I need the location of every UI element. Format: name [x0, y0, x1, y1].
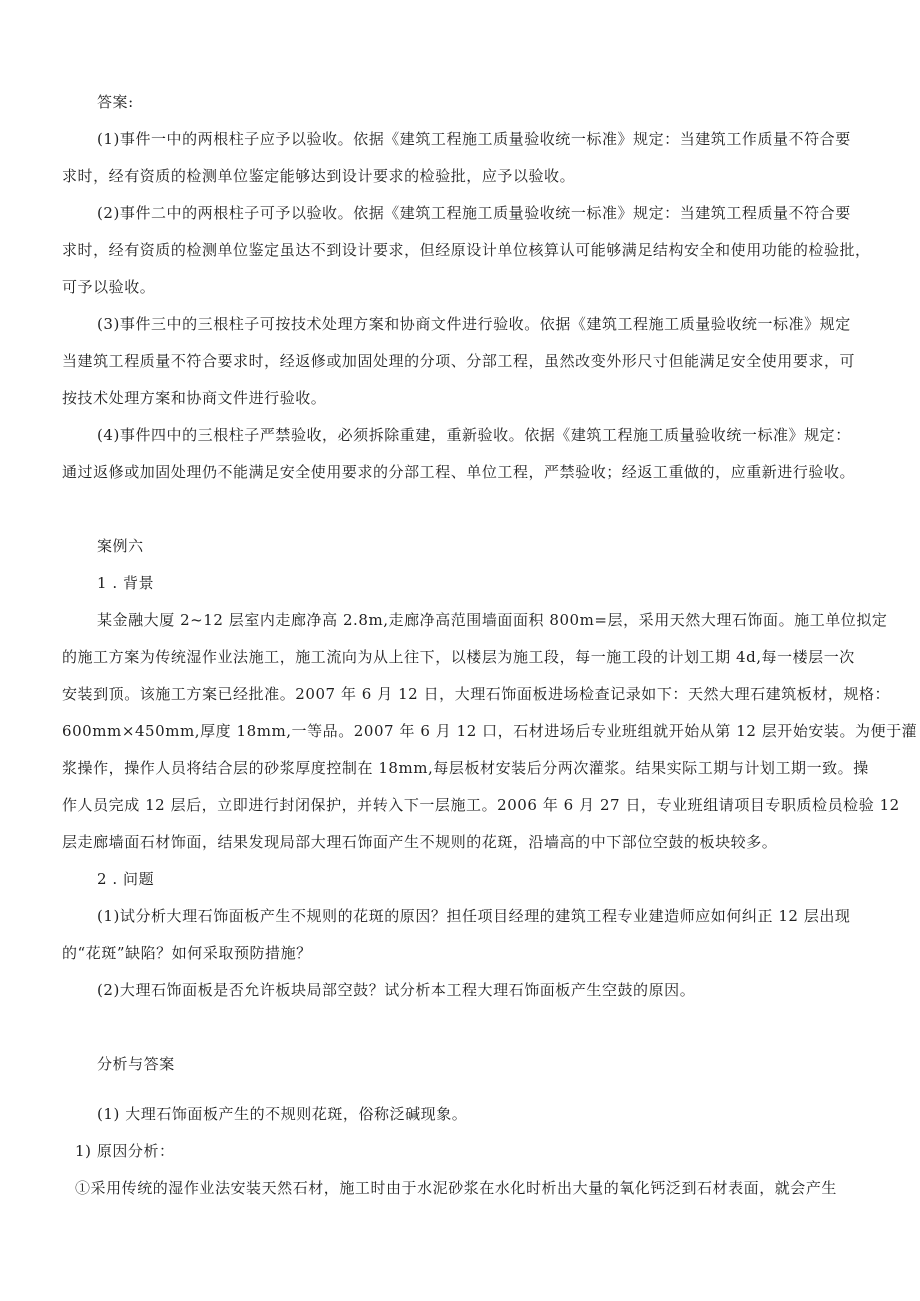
text-line: (1)试分析大理石饰面板产生不规则的花斑的原因？担任项目经理的建筑工程专业建造师应如何纠正 12 层出现: [97, 907, 851, 925]
analysis-cause-item-1: [62, 1170, 858, 1207]
text-line: 2 . 问题: [97, 870, 155, 888]
text-line: (2)大理石饰面板是否允许板块局部空鼓？试分析本工程大理石饰面板产生空鼓的原因。: [97, 981, 696, 999]
text-line: 某金融大厦 2~12 层室内走廊净高 2.8m,走廊净高范围墙面面积 800m=层，采用天然大理石饰面。施工单位拟定: [97, 611, 888, 629]
text-line: 求时，经有资质的检测单位鉴定虽达不到设计要求，但经原设计单位核算认可能够满足结构安全和使用功能的检验批，: [62, 241, 871, 259]
text-line: 按技术处理方案和协商文件进行验收。: [62, 389, 327, 407]
background-body: [62, 602, 918, 861]
text-line: 案例六: [97, 537, 144, 555]
answer-label: [62, 84, 858, 121]
text-line: 的“花斑”缺陷？如何采取预防措施？: [62, 944, 312, 962]
text-line: (1)事件一中的两根柱子应予以验收。依据《建筑工程施工质量验收统一标准》规定：当建筑工作质量不符合要: [97, 130, 851, 148]
heading-analysis-answers: [62, 1046, 858, 1083]
text-line: 600mm×450mm,厚度 18mm,一等品。2007 年 6 月 12 口，石材进场后专业班组就开始从第 12 层开始安装。为便于灌: [62, 722, 918, 740]
case-title: [62, 528, 858, 565]
analysis-cause-heading: [62, 1133, 858, 1170]
text-line: 1 . 背景: [97, 574, 155, 592]
text-line: 层走廊墙面石材饰面，结果发现局部大理石饰面产生不规则的花斑，沿墙高的中下部位空鼓的板块较多。: [62, 833, 778, 851]
answer-item-1: [62, 121, 858, 195]
heading-background: [62, 565, 858, 602]
text-line: (4)事件四中的三根柱子严禁验收，必须拆除重建，重新验收。依据《建筑工程施工质量验收统一标准》规定：: [97, 426, 851, 444]
text-line: 当建筑工程质量不符合要求时，经返修或加固处理的分项、分部工程，虽然改变外形尺寸但能满足安全使用要求，可: [62, 352, 856, 370]
text-line: 答案:: [97, 93, 134, 111]
text-line: 求时，经有资质的检测单位鉴定能够达到设计要求的检验批，应予以验收。: [62, 167, 576, 185]
text-line: 浆操作，操作人员将结合层的砂浆厚度控制在 18mm,每层板材安装后分两次灌浆。结果实际工期与计划工期一致。操: [62, 759, 869, 777]
text-line: 安装到顶。该施工方案已经批准。2007 年 6 月 12 日，大理石饰面板进场检查记录如下：天然大理石建筑板材，规格：: [62, 685, 891, 703]
answer-item-3: [62, 306, 858, 417]
question-2: [62, 972, 858, 1009]
text-line: 分析与答案: [97, 1055, 175, 1073]
text-line: 1) 原因分析：: [75, 1142, 175, 1160]
answer-item-2: [62, 195, 871, 306]
text-line: 的施工方案为传统湿作业法施工，施工流向为从上往下，以楼层为施工段，每一施工段的计划工期 4d,每一楼层一次: [62, 648, 855, 666]
text-line: 作人员完成 12 层后，立即进行封闭保护，并转入下一层施工。2006 年 6 月 27 日，专业班组请项目专职质检员检验 12: [62, 796, 900, 814]
text-line: ①采用传统的湿作业法安装天然石材，施工时由于水泥砂浆在水化时析出大量的氧化钙泛到石材表面，就会产生: [75, 1179, 837, 1197]
heading-questions: [62, 861, 858, 898]
text-line: 可予以验收。: [62, 278, 156, 296]
text-line: (1) 大理石饰面板产生的不规则花斑，俗称泛碱现象。: [97, 1105, 468, 1123]
question-1: [62, 898, 858, 972]
text-line: 通过返修或加固处理仍不能满足安全使用要求的分部工程、单位工程，严禁验收；经返工重做的，应重新进行验收。: [62, 463, 856, 481]
blank-line: [62, 1009, 858, 1046]
answer-item-4: [62, 417, 858, 491]
blank-line: [62, 491, 858, 528]
text-line: (3)事件三中的三根柱子可按技术处理方案和协商文件进行验收。依据《建筑工程施工质量验收统一标准》规定: [97, 315, 851, 333]
text-line: (2)事件二中的两根柱子可予以验收。依据《建筑工程施工质量验收统一标准》规定：当建筑工程质量不符合要: [97, 204, 851, 222]
analysis-answer-1: [62, 1096, 858, 1133]
